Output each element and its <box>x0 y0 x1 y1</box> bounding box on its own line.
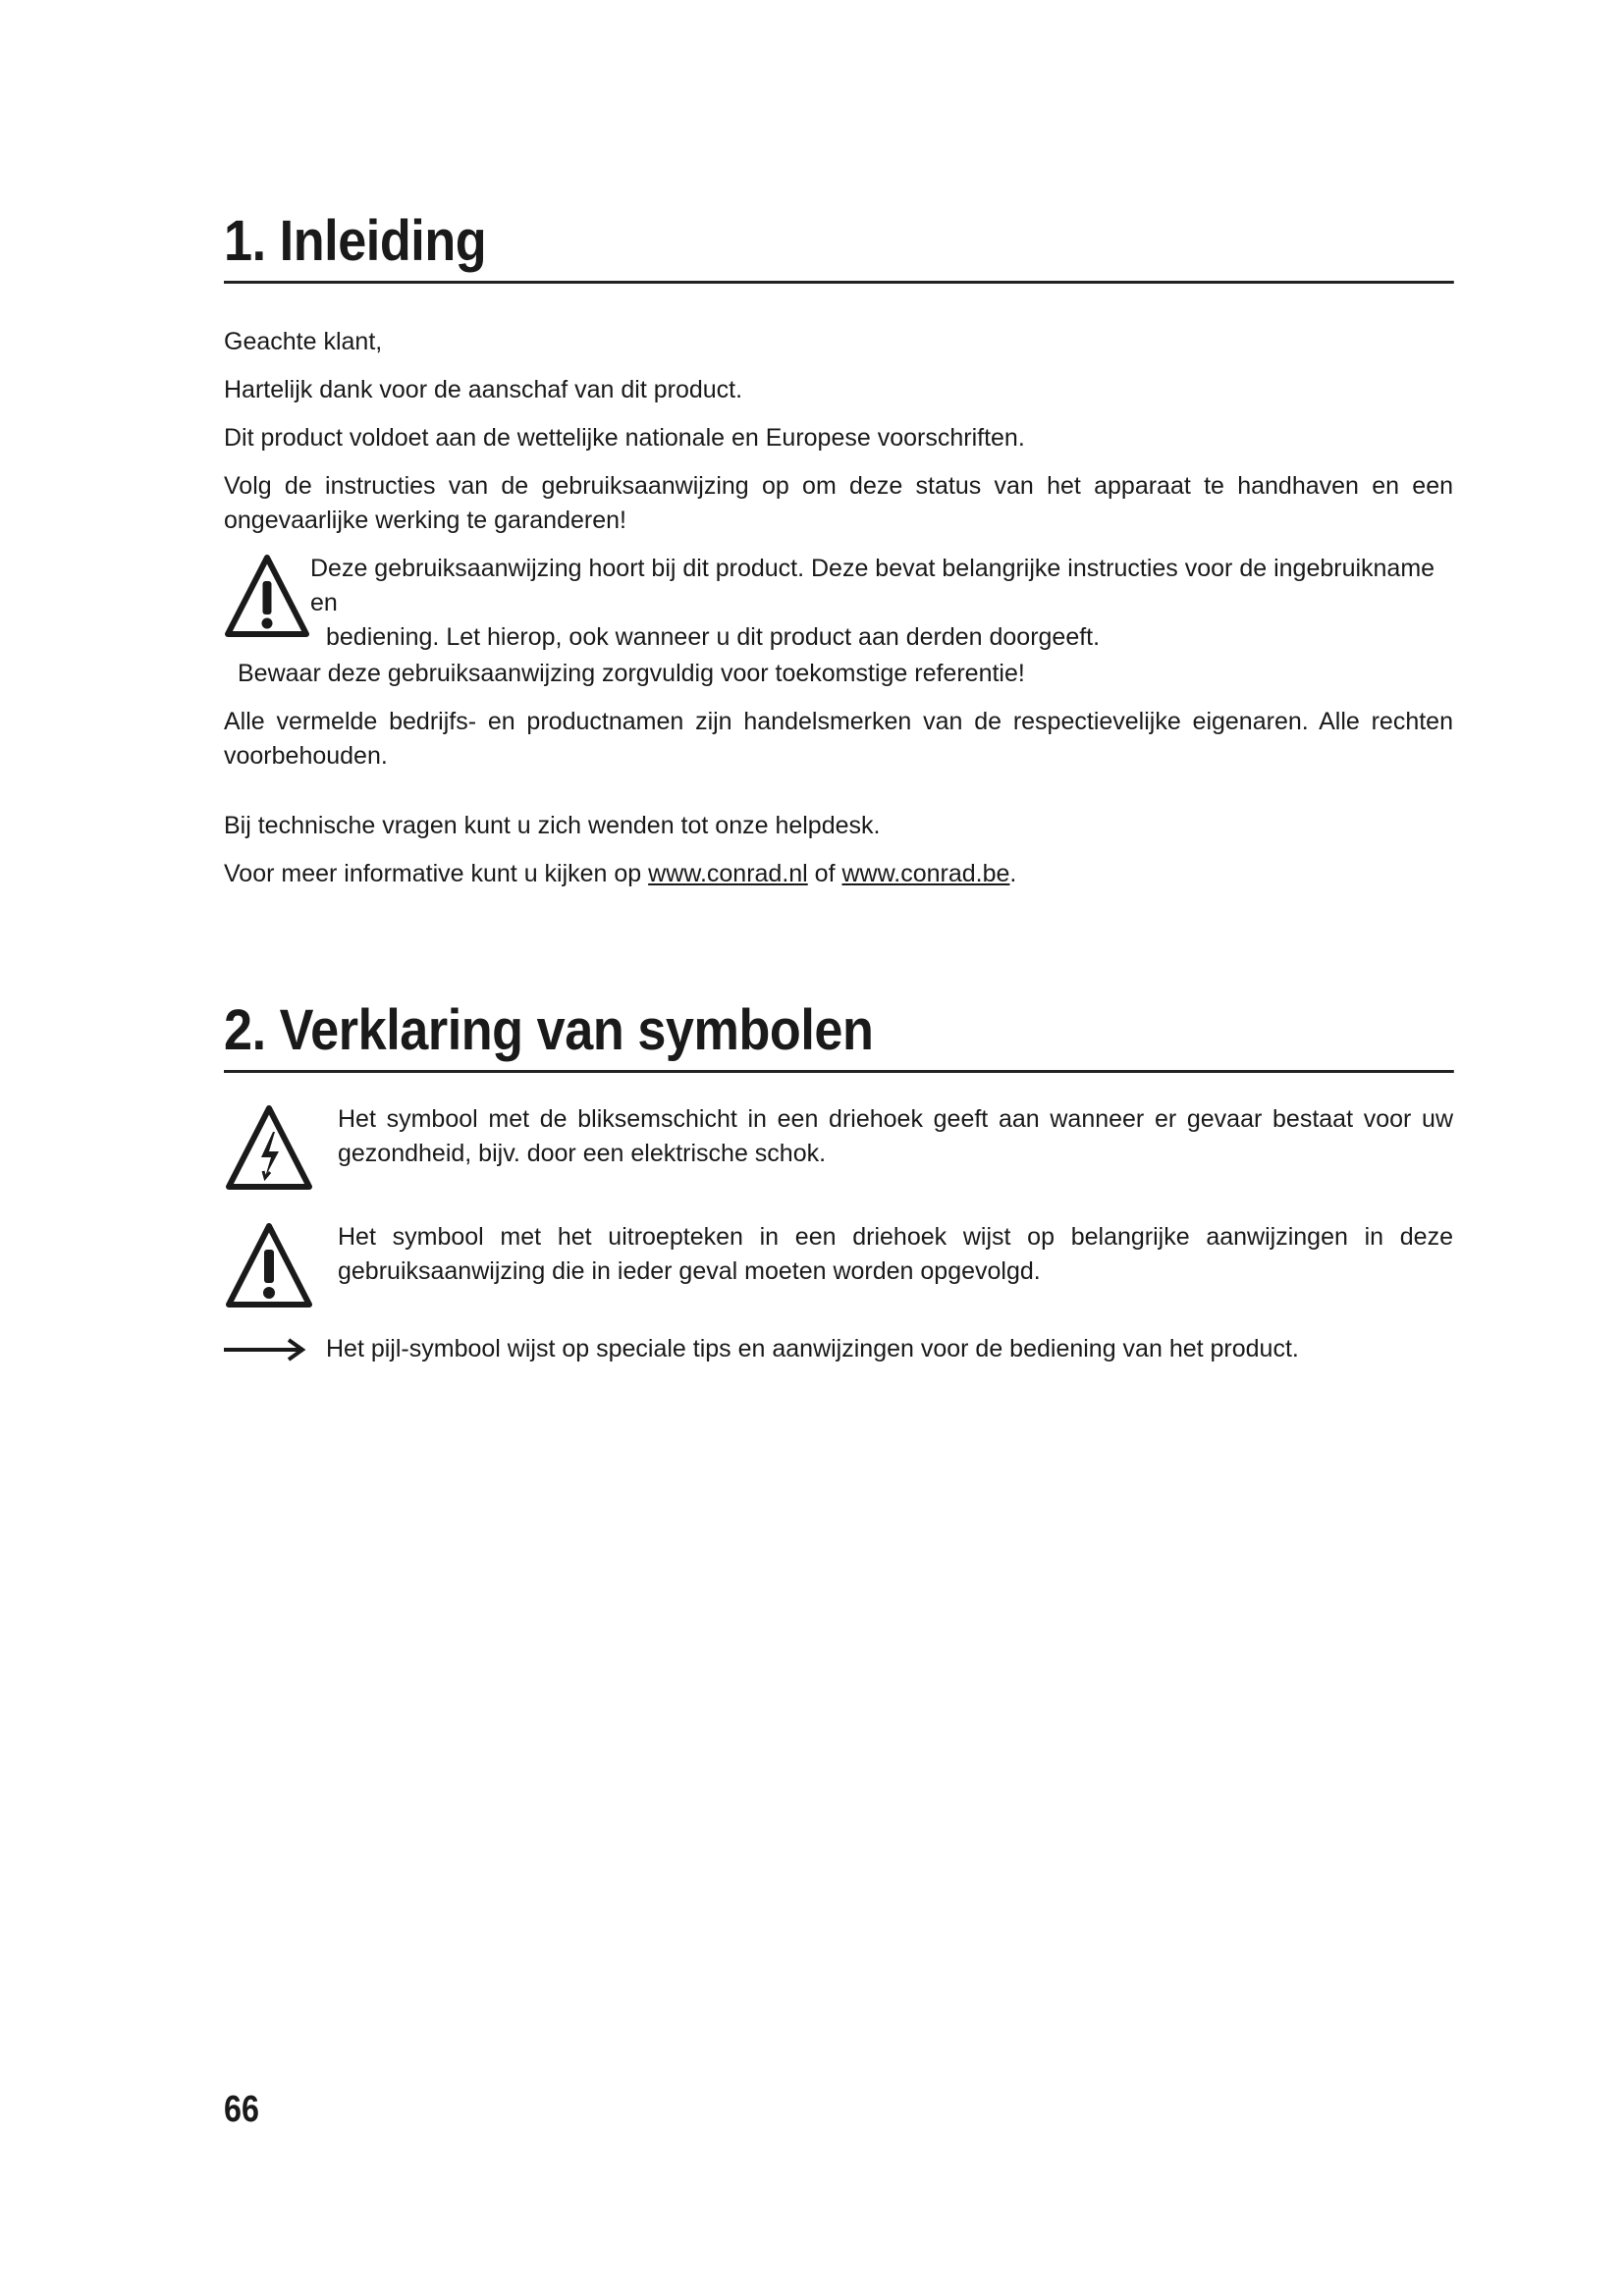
section-symbols <box>224 997 1453 1366</box>
lightning-symbol-text: Het symbool met de bliksemschicht in een driehoek geeft aan wanneer er gevaar bestaat voor uw gezondheid, bijv. door een elektrische schok. <box>338 1105 1453 1167</box>
warning-triangle-icon <box>224 552 310 640</box>
page-content <box>224 208 1453 1366</box>
warning-text <box>310 552 1453 655</box>
arrow-right-icon <box>224 1335 326 1364</box>
link-conrad-nl[interactable]: www.conrad.nl <box>648 860 808 887</box>
more-info-suffix: . <box>1009 860 1017 887</box>
exclamation-symbol-text: Het symbool met het uitroepteken in een driehoek wijst op belangrijke aanwijzingen in deze gebruiksaanwijzing die in ieder geval moeten worden opgevolgd. <box>338 1223 1453 1285</box>
section-title-introduction: 1. Inleiding <box>224 208 1454 284</box>
paragraph-helpdesk: Bij technische vragen kunt u zich wenden tot onze helpdesk. <box>224 812 881 839</box>
paragraph-more-info <box>224 857 1453 891</box>
symbol-row-lightning <box>224 1102 1453 1193</box>
link-conrad-be[interactable]: www.conrad.be <box>841 860 1010 887</box>
page-number: 66 <box>224 2089 259 2130</box>
lightning-triangle-icon <box>224 1102 338 1193</box>
section-introduction <box>224 208 1453 891</box>
paragraph-instructions: Volg de instructies van de gebruiksaanwijzing op om deze status van het apparaat te handhaven en een ongevaarlijke werking te garanderen! <box>224 472 1453 534</box>
greeting: Geachte klant, <box>224 328 383 355</box>
warning-block <box>224 552 1453 655</box>
symbol-row-exclamation <box>224 1220 1453 1310</box>
section-title-symbols: 2. Verklaring van symbolen <box>224 997 1454 1073</box>
arrow-symbol-text: Het pijl-symbool wijst op speciale tips en aanwijzingen voor de bediening van het product. <box>326 1335 1299 1362</box>
symbol-row-arrow <box>224 1332 1453 1366</box>
warning-text-line2: bediening. Let hierop, ook wanneer u dit product aan derden doorgeeft. <box>326 623 1101 651</box>
exclamation-triangle-icon <box>224 1220 338 1310</box>
paragraph-keep-manual: Bewaar deze gebruiksaanwijzing zorgvuldig voor toekomstige referentie! <box>238 660 1025 687</box>
more-info-prefix: Voor meer informative kunt u kijken op <box>224 860 649 887</box>
paragraph-trademarks: Alle vermelde bedrijfs- en productnamen zijn handelsmerken van de respectievelijke eigenaren. Alle rechten voorbehouden. <box>224 708 1453 770</box>
paragraph-thanks: Hartelijk dank voor de aanschaf van dit product. <box>224 376 743 403</box>
paragraph-regulations: Dit product voldoet aan de wettelijke nationale en Europese voorschriften. <box>224 424 1025 452</box>
more-info-or: of <box>807 860 842 887</box>
warning-text-line1: Deze gebruiksaanwijzing hoort bij dit product. Deze bevat belangrijke instructies voor de ingebruikname en <box>310 555 1435 616</box>
